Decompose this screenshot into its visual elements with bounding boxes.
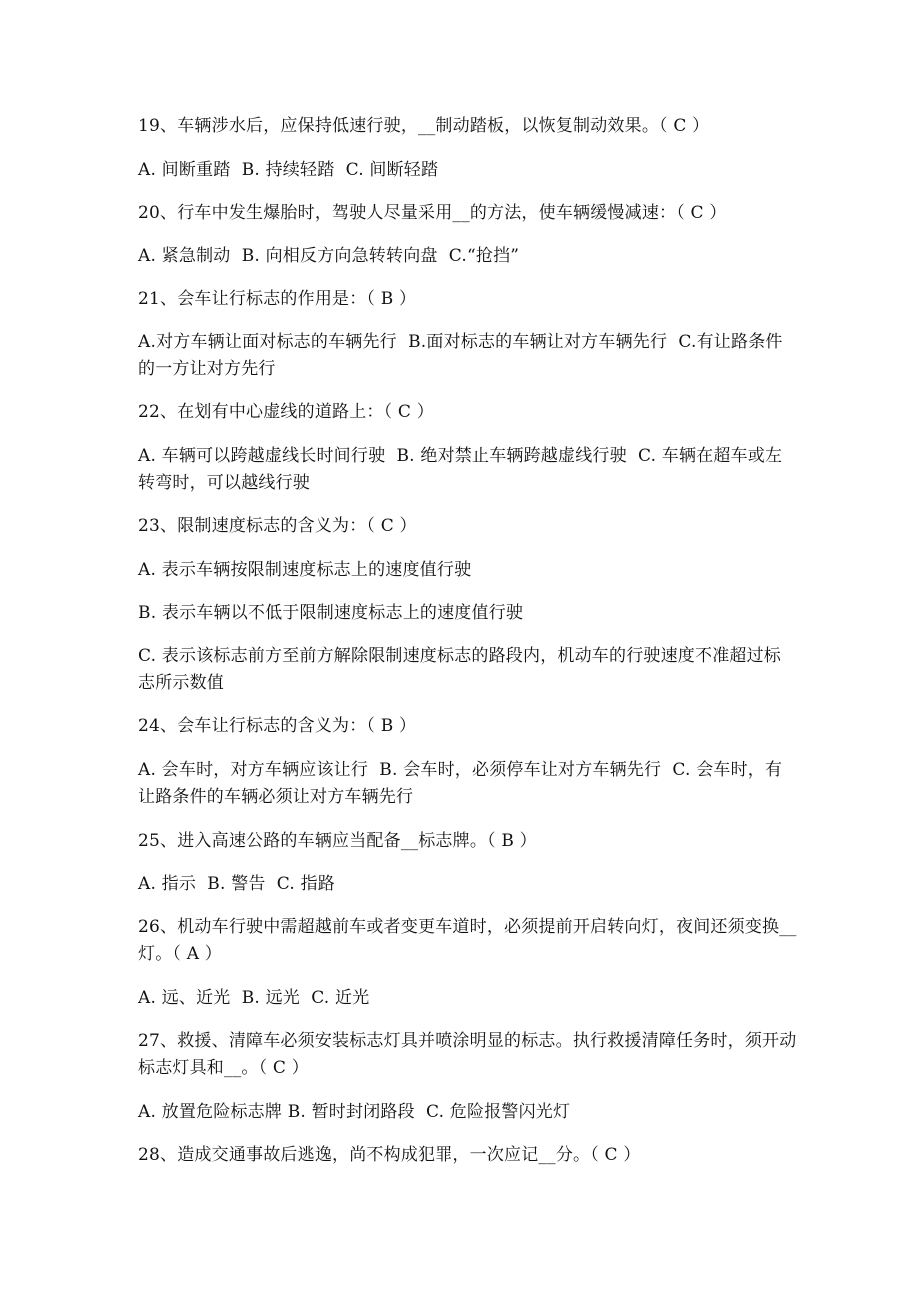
options-21: A.对方车辆让面对标志的车辆先行 B.面对标志的车辆让对方车辆先行 C.有让路条件的一方让对方先行 — [138, 332, 783, 379]
question-22: 22、在划有中心虚线的道路上：（ C ） — [138, 402, 434, 422]
option-23-c: C. 表示该标志前方至前方解除限制速度标志的路段内，机动车的行驶速度不准超过标志所示数值 — [138, 646, 782, 693]
question-25: 25、进入高速公路的车辆应当配备__标志牌。（ B ） — [138, 831, 537, 851]
options-22: A. 车辆可以跨越虚线长时间行驶 B. 绝对禁止车辆跨越虚线行驶 C. 车辆在超车或左转弯时，可以越线行驶 — [138, 446, 783, 493]
options-26: A. 远、近光 B. 远光 C. 近光 — [138, 988, 370, 1008]
question-26: 26、机动车行驶中需超越前车或者变更车道时，必须提前开启转向灯，夜间还须变换__灯。（ A ） — [138, 917, 797, 964]
question-28: 28、造成交通事故后逃逸，尚不构成犯罪，一次应记__分。（ C ） — [138, 1145, 641, 1165]
question-21: 21、会车让行标志的作用是：（ B ） — [138, 289, 417, 309]
option-23-a: A. 表示车辆按限制速度标志上的速度值行驶 — [138, 560, 472, 580]
options-24: A. 会车时，对方车辆应该让行 B. 会车时，必须停车让对方车辆先行 C. 会车时，有让路条件的车辆必须让对方车辆先行 — [138, 760, 783, 807]
options-27: A. 放置危险标志牌 B. 暂时封闭路段 C. 危险报警闪光灯 — [138, 1102, 571, 1122]
options-25: A. 指示 B. 警告 C. 指路 — [138, 874, 336, 894]
option-23-b: B. 表示车辆以不低于限制速度标志上的速度值行驶 — [138, 603, 524, 623]
question-24: 24、会车让行标志的含义为：（ B ） — [138, 716, 417, 736]
question-23: 23、限制速度标志的含义为：（ C ） — [138, 516, 417, 536]
options-20: A. 紧急制动 B. 向相反方向急转转向盘 C.“抢挡” — [138, 246, 520, 266]
question-27: 27、救援、清障车必须安装标志灯具并喷涂明显的标志。执行救援清障任务时，须开动标志灯具和__。（ C ） — [138, 1031, 797, 1078]
options-19: A. 间断重踏 B. 持续轻踏 C. 间断轻踏 — [138, 160, 439, 180]
question-20: 20、行车中发生爆胎时，驾驶人尽量采用__的方法，使车辆缓慢减速：（ C ） — [138, 203, 727, 223]
question-19: 19、车辆涉水后，应保持低速行驶，__制动踏板，以恢复制动效果。（ C ） — [138, 116, 710, 136]
